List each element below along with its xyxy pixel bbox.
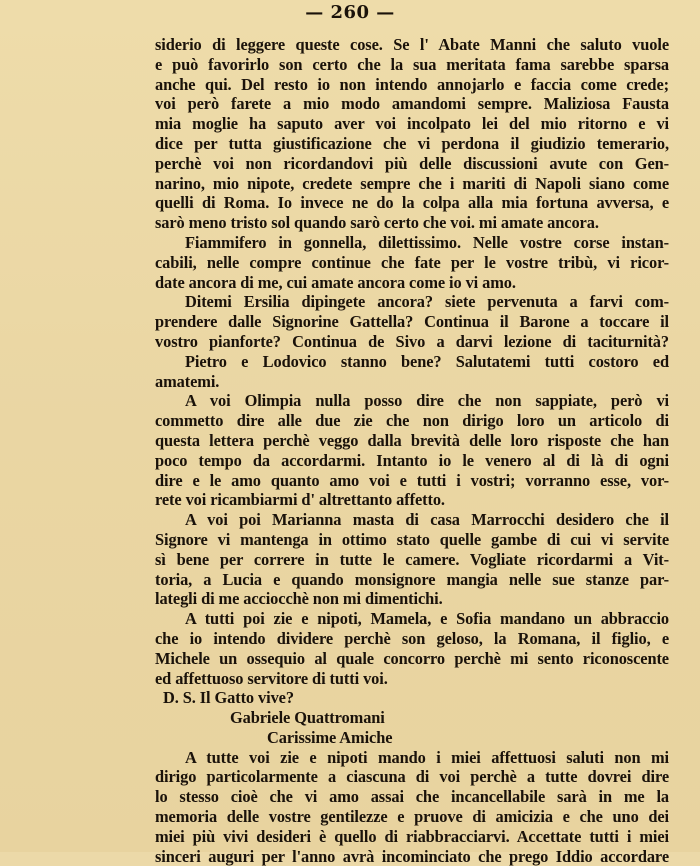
paragraph-start: Pietro e Lodovico stanno bene? Salutatemi tutti costoro ed <box>185 351 669 371</box>
text-line: dirigo particolarmente a ciascuna di voi perchè a tutte dovrei dire <box>155 767 669 787</box>
text-line: toria, a Lucia e quando monsignore mangia nelle sue stanze par- <box>155 569 669 589</box>
paragraph-start: A voi poi Marianna masta di casa Marrocchi desidero che il <box>185 510 669 530</box>
paragraph-start: A tutte voi zie e nipoti mando i miei affettuosi saluti non mi <box>185 747 669 767</box>
salutation: Carissime Amiche <box>267 727 393 747</box>
text-line: dice per tutta giustificazione che vi perdona il giudizio temerario, <box>155 133 669 153</box>
text-line: ed affettuoso servitore di tutti voi. <box>155 668 388 688</box>
text-line: dire e le amo quanto amo voi e tutti i vostri; vorranno esse, vor- <box>155 470 669 490</box>
text-line: Michele un ossequio al quale concorro perchè mi sento riconoscente <box>155 648 669 668</box>
postscript: D. S. Il Gatto vive? <box>163 688 294 708</box>
text-line: che io intendo dividere perchè son geloso, la Romana, il figlio, e <box>155 628 669 648</box>
text-line: perchè voi non ricordandovi più delle discussioni avute con Gen- <box>155 153 669 173</box>
text-line: quelli di Roma. Io invece ne do la colpa alla mia fortuna avversa, e <box>155 193 669 213</box>
text-line: lo stesso cioè che vi amo assai che incancellabile sarà in me la <box>155 787 669 807</box>
text-line: miei più vivi desideri è quello di riabbracciarvi. Accettate tutti i miei <box>155 826 669 846</box>
text-line: lategli di me acciocchè non mi dimentichi. <box>155 589 443 609</box>
paragraph-start: Fiammifero in gonnella, dilettissimo. Nelle vostre corse instan- <box>185 232 669 252</box>
text-line: vostro pianforte? Continua de Sivo a darvi lezione di taciturnità? <box>155 331 669 351</box>
paragraph-start: A tutti poi zie e nipoti, Mamela, e Sofia mandano un abbraccio <box>185 609 669 629</box>
text-line: date ancora di me, cui amate ancora come io vi amo. <box>155 272 516 292</box>
text-line: e può favorirlo son certo che la sua meritata fama sarebbe sparsa <box>155 54 669 74</box>
text-line: Signore vi mantenga in ottimo stato quelle gambe di cui vi servite <box>155 529 669 549</box>
text-line: memoria delle vostre gentilezze e pruove di amicizia e che uno dei <box>155 807 669 827</box>
text-line: rete voi ricambiarmi d' altrettanto affetto. <box>155 490 445 510</box>
paragraph-start: A voi Olimpia nulla posso dire che non sappiate, però vi <box>185 391 669 411</box>
text-line: narino, mio nipote, credete sempre che i mariti di Napoli siano come <box>155 173 669 193</box>
signature-name: Gabriele Quattromani <box>230 708 385 728</box>
text-line: questa lettera perchè veggo dalla brevità delle loro risposte che han <box>155 430 669 450</box>
paragraph-start: Ditemi Ersilia dipingete ancora? siete pervenuta a farvi com- <box>185 292 669 312</box>
text-line: sì bene per correre in tutte le camere. Vogliate ricordarmi a Vit- <box>155 549 669 569</box>
text-line: prendere dalle Signorine Gattella? Continua il Barone a toccare il <box>155 312 669 332</box>
text-line: mia moglie ha saputo aver voi incolpato lei del mio ritorno e vi <box>155 114 669 134</box>
text-line: sarò meno tristo sol quando sarò certo che voi. mi amate ancora. <box>155 213 599 233</box>
text-line: sinceri auguri per l'anno avrà incominciato che prego Iddio accordare <box>155 846 669 866</box>
text-line: cabili, nelle compre continue che fate per le vostre tribù, vi ricor- <box>155 252 669 272</box>
letter-text <box>155 35 669 866</box>
text-line: anche qui. Del resto io non intendo annojarlo e faccia come crede; <box>155 74 669 94</box>
text-line: poco tempo da accordarmi. Intanto io le venero al di là di ogni <box>155 450 669 470</box>
text-line: voi però farete a mio modo amandomi sempre. Maliziosa Fausta <box>155 94 669 114</box>
page-number: — 260 — <box>305 2 395 23</box>
text-line: amatemi. <box>155 371 220 391</box>
text-line: siderio di leggere queste cose. Se l' Abate Manni che saluto vuole <box>155 35 669 54</box>
text-line: commetto dire alle due zie che non dirigo loro un articolo di <box>155 411 669 431</box>
